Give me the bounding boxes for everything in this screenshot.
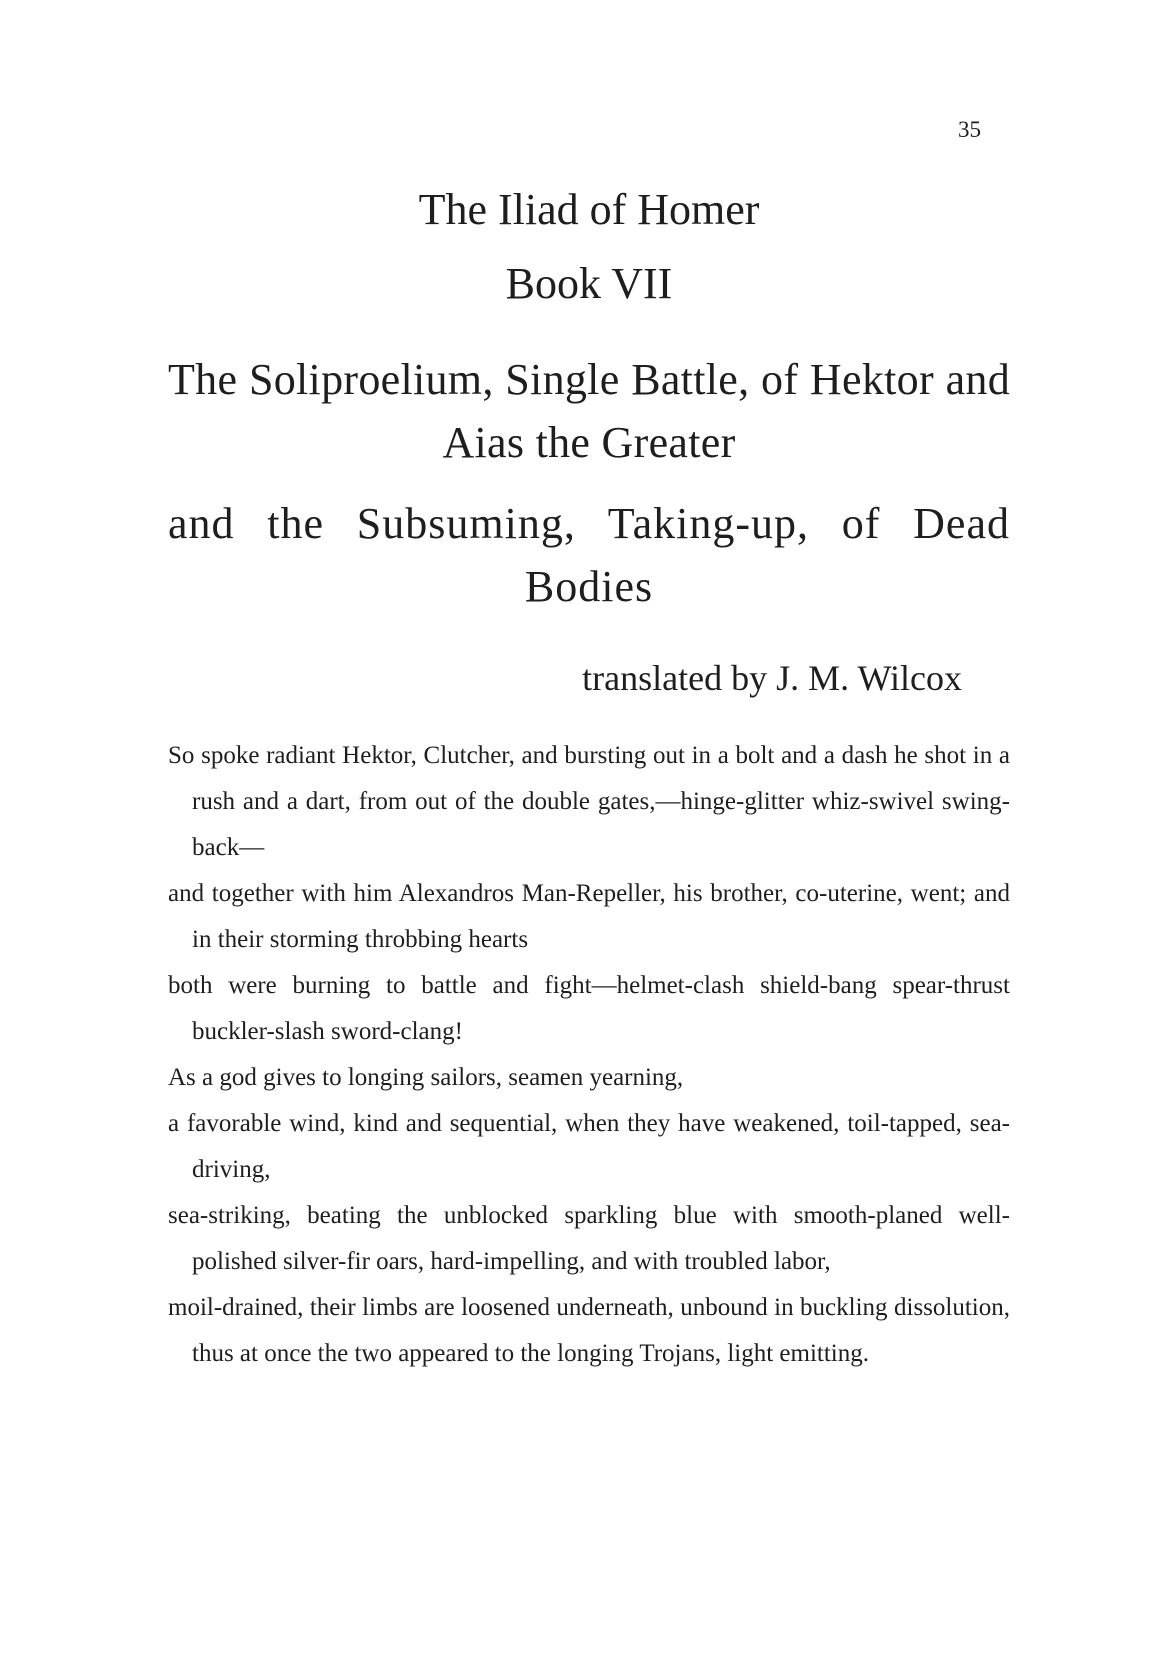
verse-line: both were burning to battle and fight—helmet-clash shield-bang spear-thrust buckler-slash sword-clang!: [168, 972, 1010, 1045]
poem-body: [168, 733, 1010, 1377]
work-title: The Iliad of Homer: [418, 185, 760, 234]
verse-line: sea-striking, beating the unblocked sparkling blue with smooth-planed well-polished silver-fir oars, hard-impelling, and with troubled labor,: [168, 1202, 1010, 1275]
verse-line: So spoke radiant Hektor, Clutcher, and bursting out in a bolt and a dash he shot in a rush and a dart, from out of the double gates,—hinge-glitter whiz-swivel swing-back—: [168, 742, 1010, 861]
verse-line: and together with him Alexandros Man-Repeller, his brother, co-uterine, went; and in their storming throbbing hearts: [168, 880, 1010, 953]
verse-line: moil-drained, their limbs are loosened underneath, unbound in buckling dissolution, thus at once the two appeared to the longing Trojans, light emitting.: [168, 1294, 1010, 1367]
verse-line: As a god gives to longing sailors, seamen yearning,: [168, 1064, 684, 1091]
book-subtitle-2: and the Subsuming, Taking-up, of Dead Bodies: [168, 499, 1010, 611]
book-number: Book VII: [505, 259, 673, 308]
book-subtitle-1: The Soliproelium, Single Battle, of Hektor and Aias the Greater: [168, 355, 1010, 467]
page-number: 35: [958, 117, 981, 142]
translator-credit: translated by J. M. Wilcox: [582, 658, 962, 698]
verse-line: a favorable wind, kind and sequential, when they have weakened, toil-tapped, sea-driving,: [168, 1110, 1010, 1183]
